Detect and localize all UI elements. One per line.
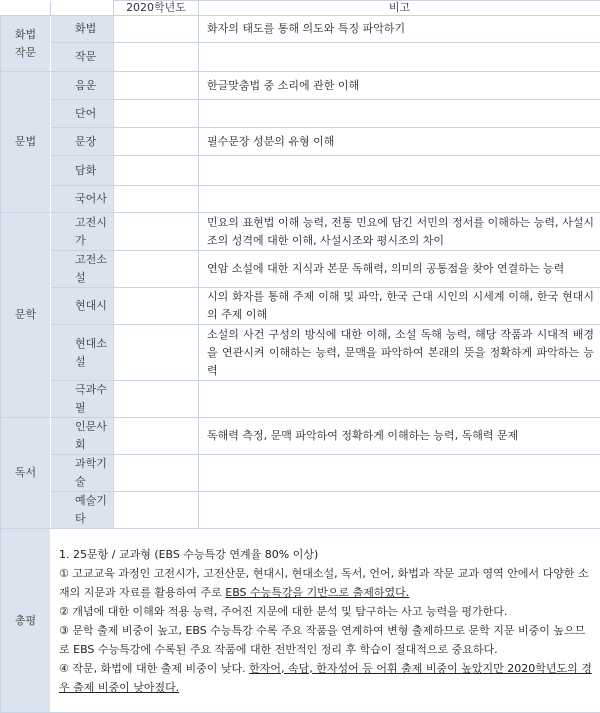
note-cell (199, 100, 600, 128)
sub-label: 단어 (51, 100, 114, 128)
table-row (1, 492, 600, 529)
note-cell (199, 43, 600, 72)
header-row (1, 1, 600, 16)
table-row (1, 43, 600, 72)
note-cell: 소설의 사건 구성의 방식에 대한 이해, 소설 독해 능력, 해당 작품과 시대적 배경을 연관시켜 이해하는 능력, 문맥을 파악하여 본래의 뜻을 정확하게 파악하는 능력 (199, 325, 600, 381)
sub-label: 현대소설 (51, 325, 114, 381)
table-row (1, 128, 600, 156)
section-label: 화법 작문 (1, 16, 51, 72)
header-note: 비고 (199, 1, 600, 16)
sub-label: 고전시가 (51, 213, 114, 251)
note-cell: 독해력 측정, 문맥 파악하여 정확하게 이해하는 능력, 독해력 문제 (199, 418, 600, 455)
table-row (1, 381, 600, 418)
summary-item-3: ③ 문학 출제 비중이 높고, EBS 수능특강 수록 주요 작품을 연계하여 변형 출제하므로 문학 지문 비중이 높으므로 EBS 수능특강에 수록된 주요 작품에 대한 전반적인 정리 후 학습이 절대적으로 중요하다. (59, 621, 592, 659)
summary-item-1-text: ① 고교교육 과정인 고전시가, 고전산문, 현대시, 현대소설, 독서, 언어, 화법과 작문 교과 영역 안에서 다양한 소재의 지문과 자료를 활용하여 주로 (59, 567, 589, 599)
section-label: 독서 (1, 418, 51, 529)
table-row (1, 251, 600, 288)
sub-label: 인문사회 (51, 418, 114, 455)
sub-label: 극과수필 (51, 381, 114, 418)
note-cell (199, 156, 600, 186)
sub-label: 국어사 (51, 186, 114, 213)
sub-label: 화법 (51, 16, 114, 43)
sub-label: 음운 (51, 72, 114, 100)
summary-item-4-text: ④ 작문, 화법에 대한 출제 비중이 낮다. (59, 662, 249, 675)
summary-label: 총평 (1, 529, 51, 713)
summary-row (1, 529, 600, 713)
table-row (1, 72, 600, 100)
note-cell: 민요의 표현법 이해 능력, 전통 민요에 담긴 서민의 정서를 이해하는 능력, 사설시조의 성격에 대한 이해, 사설시조와 평시조의 차이 (199, 213, 600, 251)
table-row (1, 455, 600, 492)
note-cell (199, 492, 600, 529)
table-row (1, 16, 600, 43)
summary-item-4 (59, 659, 592, 697)
note-cell: 한글맞춤법 중 소리에 관한 이해 (199, 72, 600, 100)
sub-label: 현대시 (51, 288, 114, 325)
table-row (1, 100, 600, 128)
summary-item-1 (59, 564, 592, 602)
sub-label: 고전소설 (51, 251, 114, 288)
sub-label: 담화 (51, 156, 114, 186)
table-row (1, 288, 600, 325)
note-cell (199, 186, 600, 213)
note-cell: 화자의 태도를 통해 의도와 특징 파악하기 (199, 16, 600, 43)
note-cell (199, 381, 600, 418)
summary-item-2: ② 개념에 대한 이해와 적용 능력, 주어진 지문에 대한 분석 및 탐구하는 사고 능력을 평가한다. (59, 602, 592, 621)
summary-text (51, 529, 600, 713)
table-row (1, 418, 600, 455)
table-row (1, 186, 600, 213)
summary-item-4-underlined: 한자어, 속담, 한자성어 등 어휘 출제 비중이 높았지만 2020학년도의 경우 출제 비중이 낮아졌다. (59, 662, 592, 694)
note-cell (199, 455, 600, 492)
header-year: 2020학년도 (114, 1, 199, 16)
table-row (1, 156, 600, 186)
table-row (1, 213, 600, 251)
section-label: 문법 (1, 72, 51, 213)
summary-item-1-underlined: EBS 수능특강을 기반으로 출제하였다. (225, 586, 409, 599)
sub-label: 예술기타 (51, 492, 114, 529)
note-cell: 필수문장 성분의 유형 이해 (199, 128, 600, 156)
sub-label: 작문 (51, 43, 114, 72)
sub-label: 문장 (51, 128, 114, 156)
note-cell: 연암 소설에 대한 지식과 본문 독해력, 의미의 공통점을 찾아 연결하는 능력 (199, 251, 600, 288)
note-cell: 시의 화자를 통해 주제 이해 및 파악, 한국 근대 시인의 시세계 이해, 한국 현대시의 주제 이해 (199, 288, 600, 325)
table-row (1, 325, 600, 381)
section-label: 문학 (1, 213, 51, 418)
summary-line-1: 1. 25문항 / 교과형 (EBS 수능특강 연계율 80% 이상) (59, 545, 592, 564)
sub-label: 과학기술 (51, 455, 114, 492)
